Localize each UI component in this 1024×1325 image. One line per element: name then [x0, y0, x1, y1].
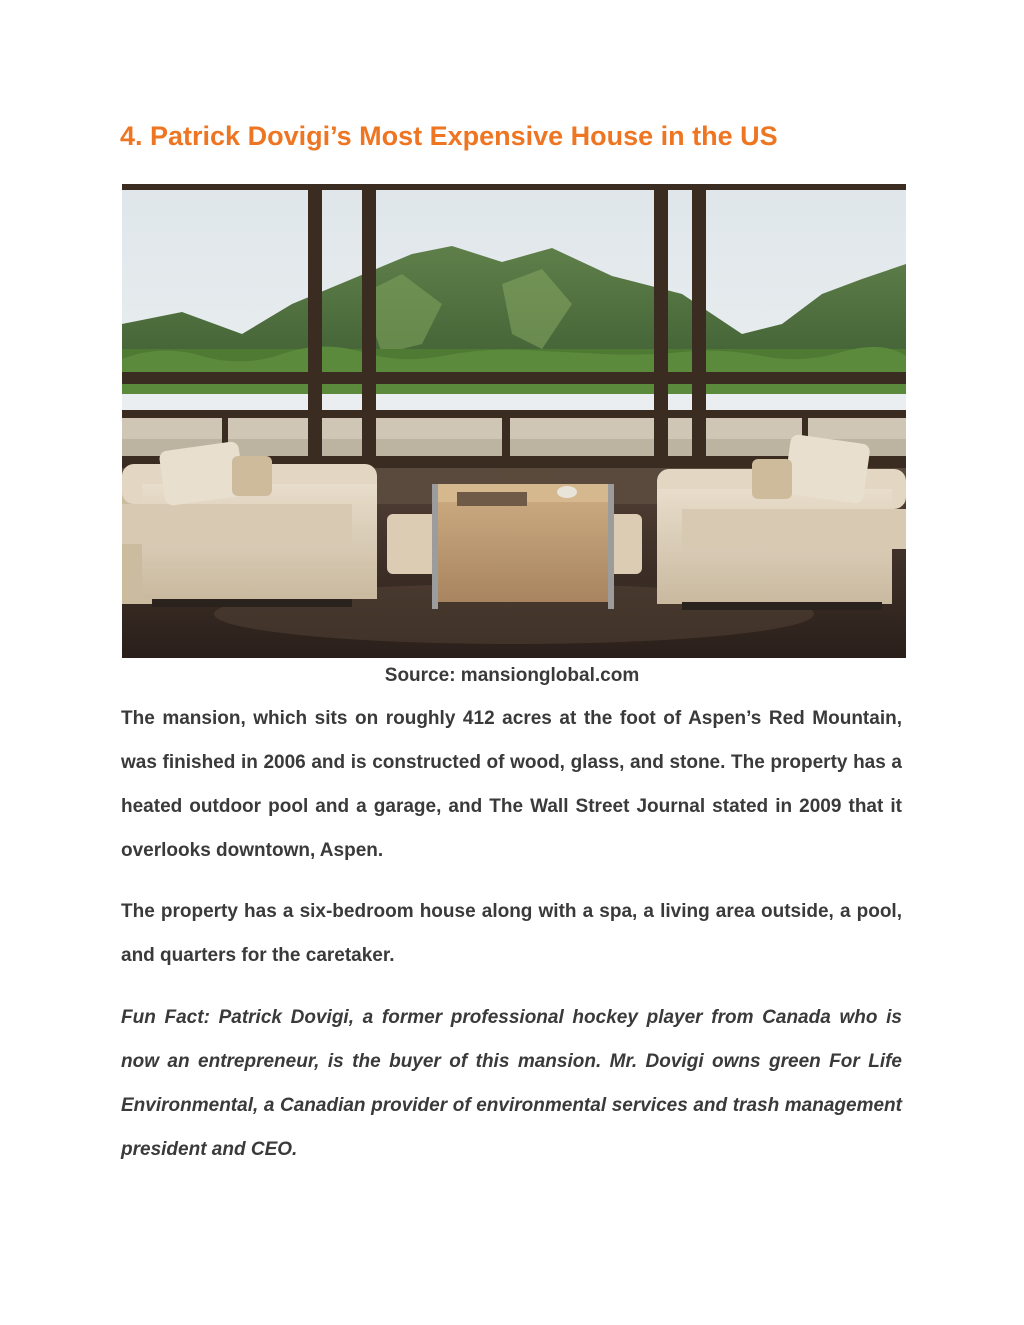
fun-fact-text: Patrick Dovigi, a former professional hockey player from Canada who is now an entrepreneur, is the buyer of this mansion. Mr. Dovigi owns green For Life Environmental, a Canadian provider of environmental services and trash management president and CEO.: [121, 1007, 902, 1160]
paragraph-property-features: The property has a six-bedroom house along with a spa, a living area outside, a pool, and quarters for the caretaker.: [121, 901, 902, 966]
paragraph-mansion-details: The mansion, which sits on roughly 412 acres at the foot of Aspen’s Red Mountain, was finished in 2006 and is constructed of wood, glass, and stone. The property has a heated outdoor pool and a garage, and The Wall Street Journal stated in 2009 that it overlooks downtown, Aspen.: [121, 708, 902, 861]
fun-fact-label: Fun Fact: [121, 1007, 204, 1028]
fun-fact-separator: :: [203, 1007, 219, 1028]
mansion-living-room-photo: [122, 184, 906, 658]
photo-illustration: [122, 184, 906, 658]
image-caption: Source: mansionglobal.com: [384, 665, 640, 686]
fun-fact-paragraph: [121, 996, 902, 1172]
page-title: 4. Patrick Dovigi’s Most Expensive House in the US: [120, 121, 778, 151]
